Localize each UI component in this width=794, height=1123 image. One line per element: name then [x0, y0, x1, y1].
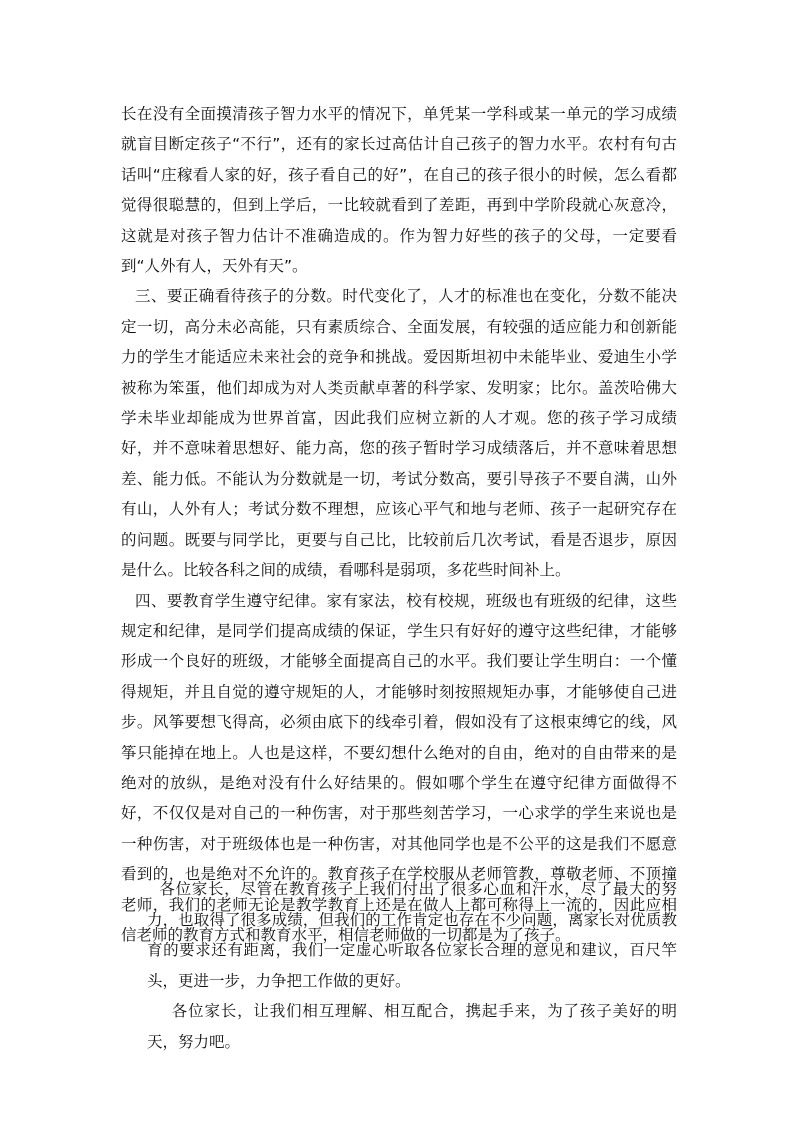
- paragraph-intelligence-estimate: 长在没有全面摸清孩子智力水平的情况下，单凭某一学科或某一单元的学习成绩就盲目断定孩子“不行”，还有的家长过高估计自己孩子的智力水平。农村有句古话叫“庄稼看人家的好，孩子看自己的好”，在自己的孩子很小的时候，怎么看都觉得很聪慧的，但到上学后，一比较就看到了差距，再到中学阶段就心灰意冷，这就是对孩子智力估计不准确造成的。作为智力好些的孩子的父母，一定要看到“人外有人，天外有天”。: [121, 105, 677, 276]
- body-text: [121, 99, 677, 950]
- closing-paragraph-appeal: 各位家长，让我们相互理解、相互配合，携起手来，为了孩子美好的明天，努力吧。: [147, 1002, 677, 1051]
- closing-paragraph-efforts: 各位家长，尽管在教育孩子上我们付出了很多心血和汗水，尽了最大的努力，也取得了很多成绩，但我们的工作肯定也存在不少问题，离家长对优质教育的要求还有距离，我们一定虚心听取各位家长合理的意见和建议，百尺竿头，更进一步，力争把工作做的更好。: [147, 880, 677, 990]
- paragraph-section-four-discipline: 四、要教育学生遵守纪律。家有家法，校有校规，班级也有班级的纪律，这些规定和纪律，是同学们提高成绩的保证，学生只有好好的遵守这些纪律，才能够形成一个良好的班级，才能够全面提高自己的水平。我们要让学生明白：一个懂得规矩，并且自觉的遵守规矩的人，才能够时刻按照规矩办事，才能够使自己进步。风筝要想飞得高，必须由底下的线牵引着，假如没有了这根束缚它的线，风筝只能掉在地上。人也是这样，不要幻想什么绝对的自由，绝对的自由带来的是绝对的放纵，是绝对没有什么好结果的。假如哪个学生在遵守纪律方面做得不好，不仅仅是对自己的一种伤害，对于那些刻苦学习，一心求学的学生来说也是一种伤害，对于班级体也是一种伤害，对其他同学也是不公平的这是我们不愿意看到的，也是绝对不允许的。教育孩子在学校服从老师管教，尊敬老师、不顶撞老师，我们的老师无论是教学教育上还是在做人上都可称得上一流的，因此应相信老师的教育方式和教育水平，相信老师做的一切都是为了孩子。: [121, 591, 677, 944]
- paragraph-section-three-scores: 三、要正确看待孩子的分数。时代变化了，人才的标准也在变化，分数不能决定一切，高分未必高能，只有素质综合、全面发展，有较强的适应能力和创新能力的学生才能适应未来社会的竞争和挑战。爱因斯坦初中未能毕业、爱迪生小学被称为笨蛋，他们却成为对人类贡献卓著的科学家、发明家；比尔。盖茨哈佛大学未毕业却能成为世界首富，因此我们应树立新的人才观。您的孩子学习成绩好，并不意味着思想好、能力高，您的孩子暂时学习成绩落后，并不意味着思想差、能力低。不能认为分数就是一切，考试分数高，要引导孩子不要自满，山外有山，人外有人；考试分数不理想，应该心平气和地与老师、孩子一起研究存在的问题。既要与同学比，更要与自己比，比较前后几次考试，看是否退步，原因是什么。比较各科之间的成绩，看哪科是弱项，多花些时间补上。: [121, 287, 677, 580]
- closing-remarks: [147, 874, 677, 1058]
